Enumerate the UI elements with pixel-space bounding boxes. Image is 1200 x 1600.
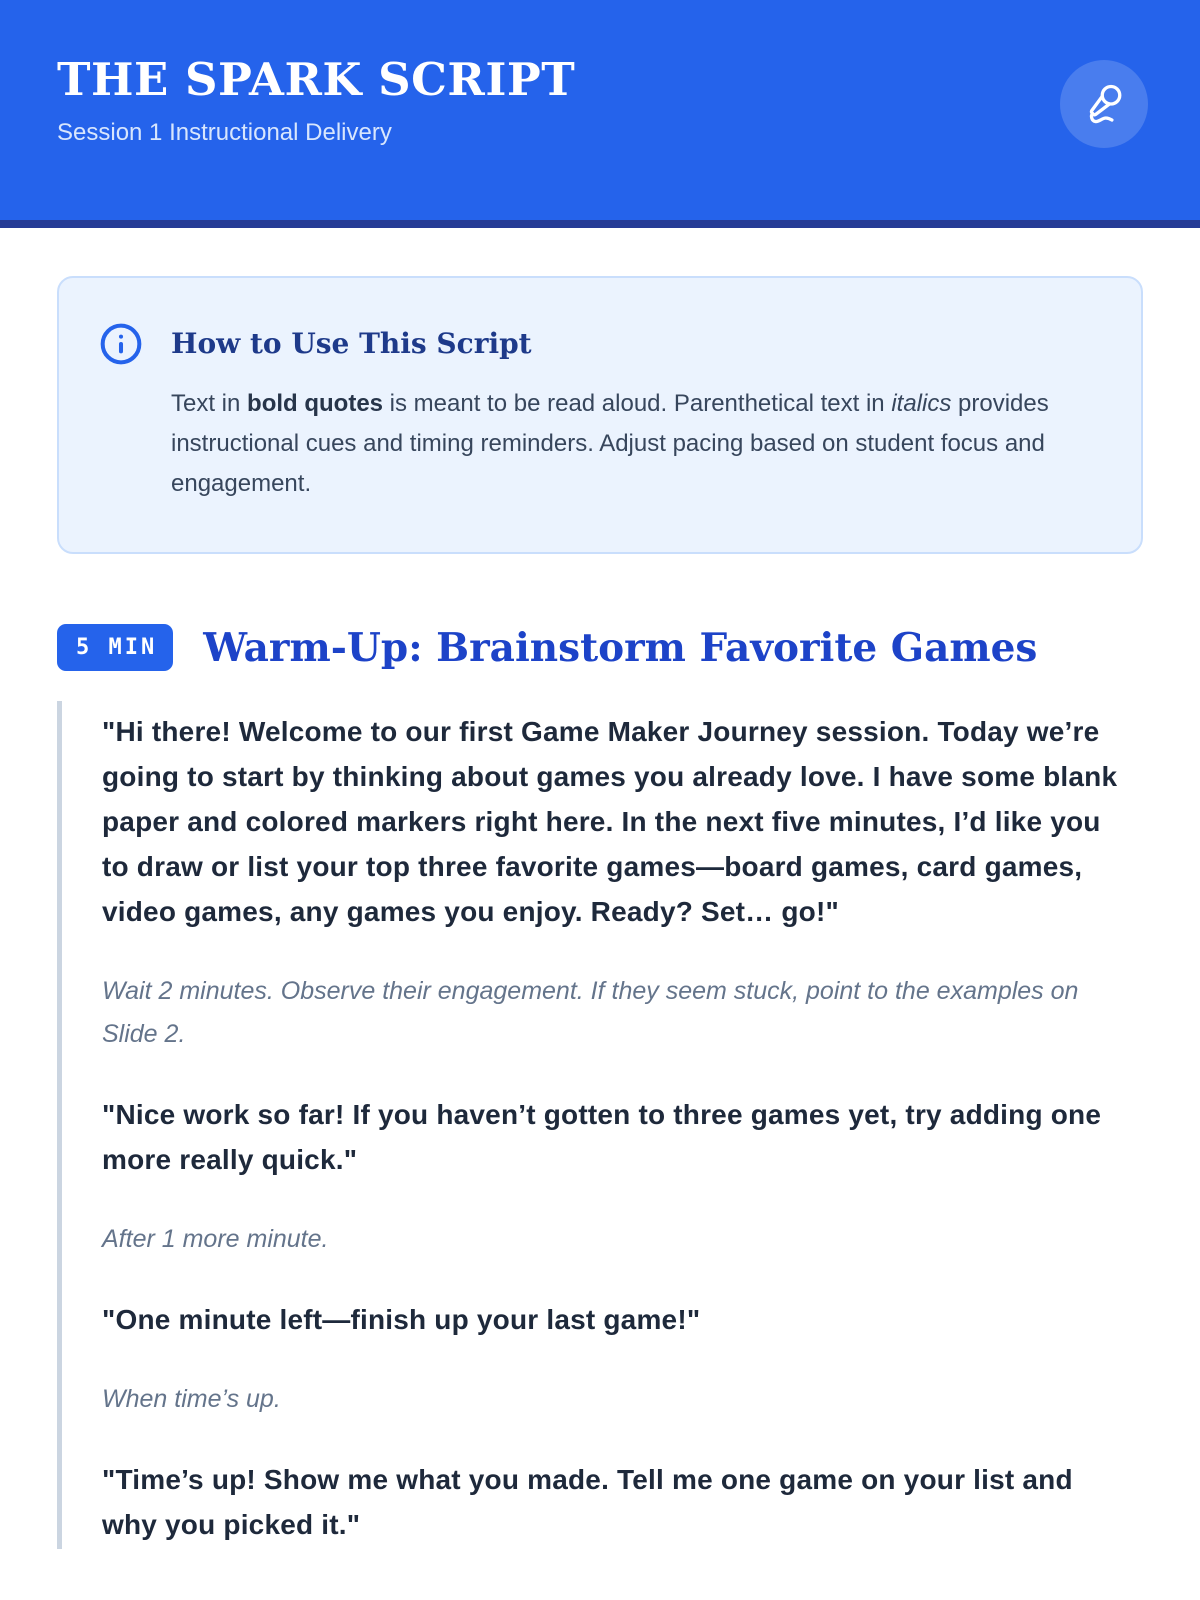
callout-content xyxy=(171,322,1071,504)
read-aloud-quote: "Nice work so far! If you haven’t gotten to three games yet, try adding one more really quick." xyxy=(102,1099,1102,1175)
read-aloud-quote: "One minute left—finish up your last game!" xyxy=(102,1304,701,1335)
page-subtitle: Session 1 Instructional Delivery xyxy=(57,119,392,146)
duration-badge: 5 MIN xyxy=(57,624,173,671)
page-title: THE SPARK SCRIPT xyxy=(57,53,576,106)
section-title: Warm-Up: Brainstorm Favorite Games xyxy=(203,624,1038,671)
callout-body xyxy=(171,384,1071,504)
callout-title: How to Use This Script xyxy=(171,327,532,360)
section-heading-row xyxy=(57,624,1143,671)
text-run: is meant to be read aloud. Parenthetical text in xyxy=(383,390,892,417)
read-aloud-quote: "Time’s up! Show me what you made. Tell me one game on your list and why you picked it." xyxy=(102,1464,1073,1540)
info-icon xyxy=(99,322,143,504)
page-header xyxy=(0,0,1200,228)
instruction-cue: After 1 more minute. xyxy=(102,1225,329,1253)
read-aloud-quote: "Hi there! Welcome to our first Game Maker Journey session. Today we’re going to start by thinking about games you already love. I have some blank paper and colored markers right here. In the next five minutes, I’d like you to draw or list your top three favorite games—board games, card games, video games, any games you enjoy. Ready? Set… go!" xyxy=(102,716,1118,927)
page-content xyxy=(0,228,1200,1549)
voice-readout-button[interactable] xyxy=(1060,60,1148,148)
text-run: provides instructional cues and timing reminders. Adjust pacing based on student focus and engagement. xyxy=(171,390,1049,497)
instruction-cue: When time’s up. xyxy=(102,1385,281,1413)
italic-run: italics xyxy=(891,390,952,417)
bold-run: bold quotes xyxy=(247,390,384,417)
script-body xyxy=(57,701,1143,1549)
microphone-icon xyxy=(1083,83,1125,125)
text-run: Text in xyxy=(171,390,248,417)
how-to-use-callout xyxy=(57,276,1143,554)
instruction-cue: Wait 2 minutes. Observe their engagement. If they seem stuck, point to the examples on Slide 2. xyxy=(102,977,1079,1048)
